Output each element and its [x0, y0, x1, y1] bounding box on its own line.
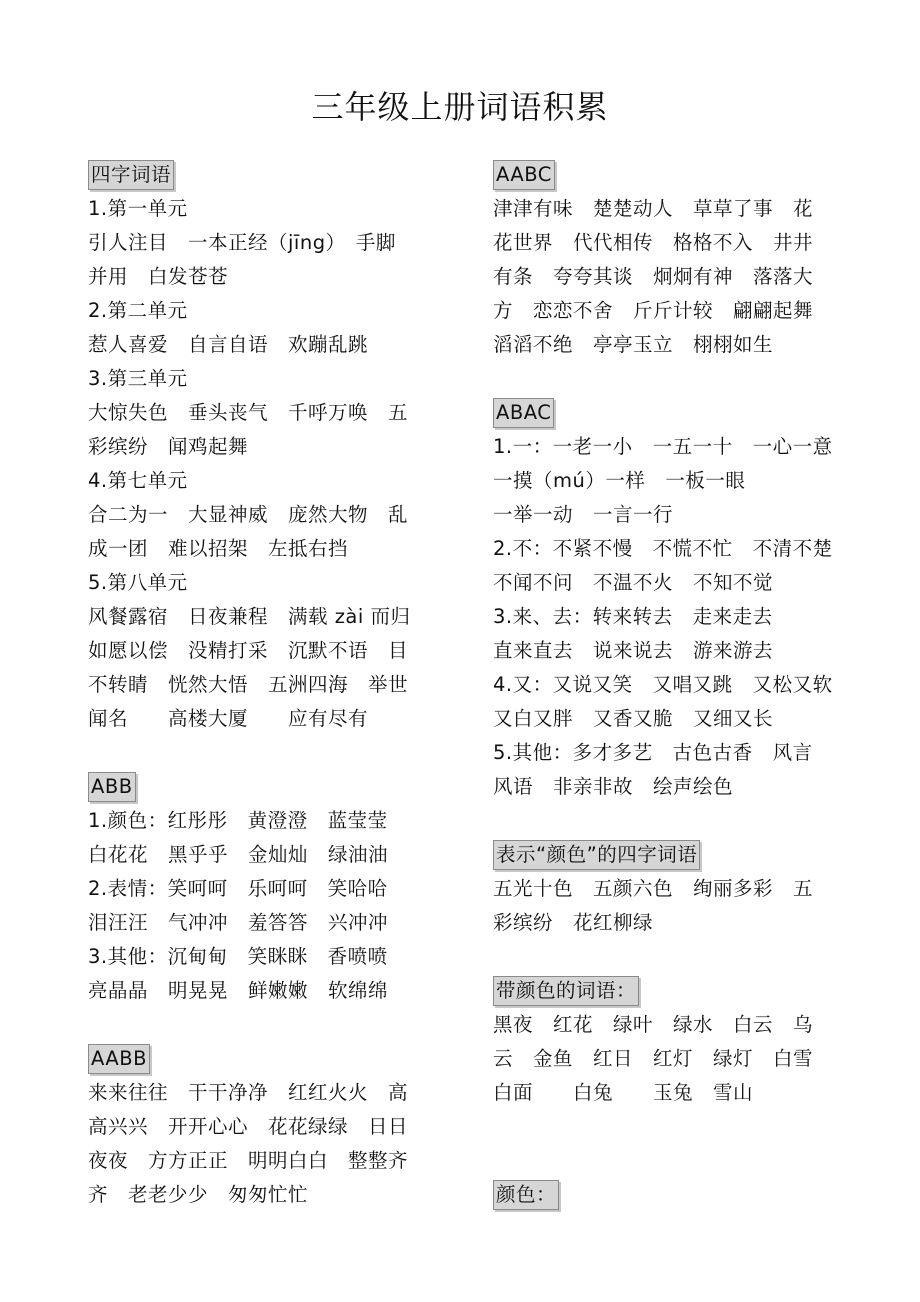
spacer [493, 940, 883, 974]
text-line: 惹人喜爱 自言自语 欢蹦乱跳 [88, 333, 369, 356]
text-line: 齐 老老少少 匆匆忙忙 [88, 1183, 309, 1206]
text-line: 4.又：又说又笑 又唱又跳 又松又软 [493, 673, 833, 696]
text-line: 3.第三单元 [88, 367, 188, 390]
page-title: 三年级上册词语积累 [311, 88, 609, 126]
text-line: 五光十色 五颜六色 绚丽多彩 五 [493, 877, 814, 900]
text-line: 不闻不问 不温不火 不知不觉 [493, 571, 774, 594]
spacer [88, 736, 448, 770]
section-heading-row [88, 158, 448, 192]
spacer [88, 1008, 448, 1042]
text-line: 2.第二单元 [88, 299, 188, 322]
spacer [493, 362, 883, 396]
section-heading-aabc: AABC [493, 160, 555, 190]
section-heading-row [493, 396, 883, 430]
left-column [88, 158, 448, 1212]
text-line: 3.其他：沉甸甸 笑眯眯 香喷喷 [88, 945, 388, 968]
text-line: 高兴兴 开开心心 花花绿绿 日日 [88, 1115, 409, 1138]
text-line: 又白又胖 又香又脆 又细又长 [493, 707, 774, 730]
text-line: 方 恋恋不舍 斤斤计较 翩翩起舞 [493, 299, 814, 322]
text-line: 风餐露宿 日夜兼程 满载 zài 而归 [88, 605, 411, 628]
spacer [493, 804, 883, 838]
text-line: 黑夜 红花 绿叶 绿水 白云 乌 [493, 1013, 814, 1036]
section-heading-aabb: AABB [88, 1044, 150, 1074]
text-line: 引人注目 一本正经（jīng） 手脚 [88, 231, 396, 254]
section-heading-row [493, 158, 883, 192]
text-line: 并用 白发苍苍 [88, 265, 229, 288]
text-line: 来来往往 干干净净 红红火火 高 [88, 1081, 409, 1104]
text-line: 4.第七单元 [88, 469, 188, 492]
text-line: 3.来、去：转来转去 走来走去 [493, 605, 773, 628]
text-line: 大惊失色 垂头丧气 千呼万唤 五 [88, 401, 409, 424]
spacer [493, 1110, 883, 1178]
section-heading-row [88, 1042, 448, 1076]
text-line: 5.第八单元 [88, 571, 188, 594]
text-line: 有条 夸夸其谈 炯炯有神 落落大 [493, 265, 814, 288]
section-heading-row [493, 838, 883, 872]
text-line: 直来直去 说来说去 游来游去 [493, 639, 774, 662]
text-line: 如愿以偿 没精打采 沉默不语 目 [88, 639, 409, 662]
text-line: 花世界 代代相传 格格不入 井井 [493, 231, 814, 254]
section-heading-row [493, 1178, 883, 1212]
section-heading-colors: 颜色： [493, 1180, 559, 1210]
text-line: 1.第一单元 [88, 197, 188, 220]
section-heading-row [493, 974, 883, 1008]
text-line: 彩缤纷 闻鸡起舞 [88, 435, 249, 458]
section-heading-four-char: 四字词语 [88, 160, 174, 190]
text-line: 泪汪汪 气冲冲 羞答答 兴冲冲 [88, 911, 389, 934]
text-line: 5.其他：多才多艺 古色古香 风言 [493, 741, 813, 764]
text-line: 1.颜色：红彤彤 黄澄澄 蓝莹莹 [88, 809, 388, 832]
section-heading-row [88, 770, 448, 804]
section-heading-abb: ABB [88, 772, 136, 802]
section-heading-color-words: 带颜色的词语： [493, 976, 639, 1006]
text-line: 津津有味 楚楚动人 草草了事 花 [493, 197, 814, 220]
text-line: 成一团 难以招架 左抵右挡 [88, 537, 349, 560]
section-heading-abac: ABAC [493, 398, 554, 428]
text-line: 合二为一 大显神威 庞然大物 乱 [88, 503, 409, 526]
text-line: 风语 非亲非故 绘声绘色 [493, 775, 734, 798]
right-column [493, 158, 883, 1212]
text-line: 2.不：不紧不慢 不慌不忙 不清不楚 [493, 537, 833, 560]
text-line: 亮晶晶 明晃晃 鲜嫩嫩 软绵绵 [88, 979, 389, 1002]
text-line: 不转睛 恍然大悟 五洲四海 举世 [88, 673, 409, 696]
text-line: 夜夜 方方正正 明明白白 整整齐 [88, 1149, 409, 1172]
text-line: 闻名 高楼大厦 应有尽有 [88, 707, 369, 730]
section-heading-color-idioms: 表示“颜色”的四字词语 [493, 840, 700, 870]
text-line: 白面 白兔 玉兔 雪山 [493, 1081, 754, 1104]
text-line: 云 金鱼 红日 红灯 绿灯 白雪 [493, 1047, 814, 1070]
text-line: 2.表情：笑呵呵 乐呵呵 笑哈哈 [88, 877, 388, 900]
text-line: 一摸（mú）一样 一板一眼 [493, 469, 746, 492]
text-line: 滔滔不绝 亭亭玉立 栩栩如生 [493, 333, 774, 356]
text-line: 白花花 黑乎乎 金灿灿 绿油油 [88, 843, 389, 866]
text-line: 彩缤纷 花红柳绿 [493, 911, 654, 934]
text-line: 1.一：一老一小 一五一十 一心一意 [493, 435, 833, 458]
text-line: 一举一动 一言一行 [493, 503, 674, 526]
